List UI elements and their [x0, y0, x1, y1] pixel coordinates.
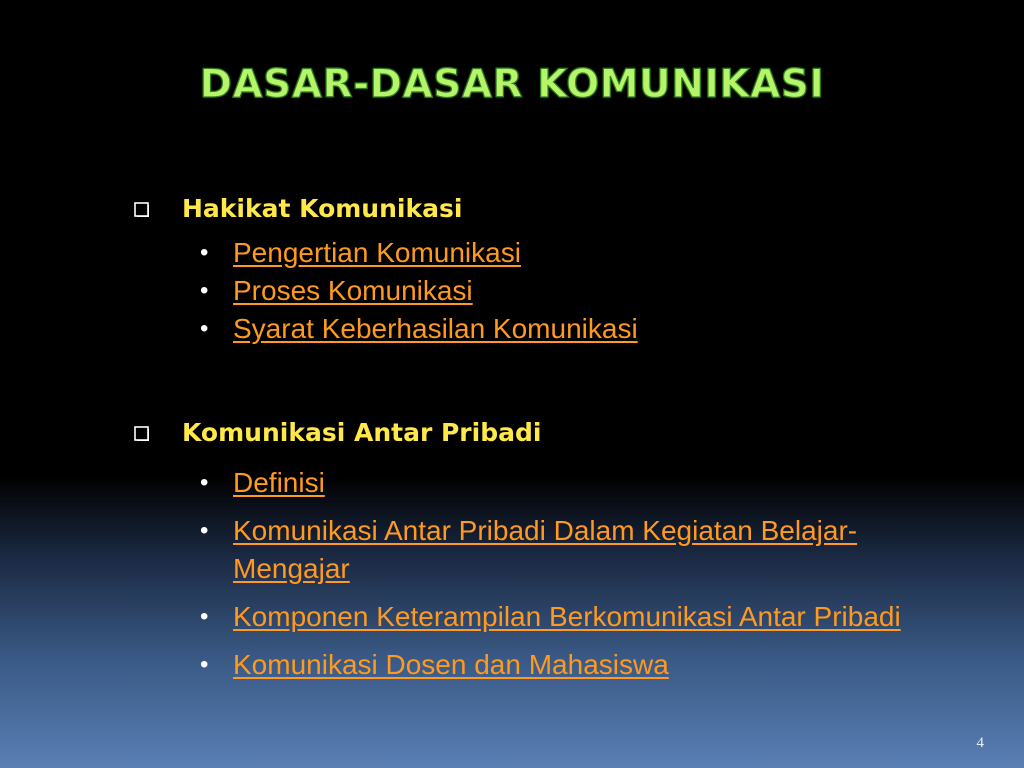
list-item	[200, 598, 933, 636]
slide-title: DASAR-DASAR KOMUNIKASI	[199, 62, 825, 107]
bullet-icon: •	[200, 315, 209, 342]
bullet-icon: •	[200, 603, 209, 630]
bullet-icon: •	[200, 651, 209, 678]
section-label: Hakikat Komunikasi	[182, 194, 463, 223]
list-item	[200, 512, 933, 588]
list-item	[200, 310, 933, 348]
section-label: Komunikasi Antar Pribadi	[182, 418, 542, 447]
page-number: 4	[976, 735, 984, 751]
bullet-icon: •	[200, 517, 209, 544]
bullet-icon: •	[200, 239, 209, 266]
link-komponen-keterampilan[interactable]: Komponen Keterampilan Berkomunikasi Antar Pribadi	[233, 601, 901, 632]
checkbox-icon	[134, 426, 149, 441]
link-proses-komunikasi[interactable]: Proses Komunikasi	[233, 275, 473, 306]
list-item	[200, 646, 933, 684]
bullet-icon: •	[200, 277, 209, 304]
list-item	[200, 272, 933, 310]
list-item	[200, 464, 933, 502]
link-komunikasi-dosen-mahasiswa[interactable]: Komunikasi Dosen dan Mahasiswa	[233, 649, 669, 680]
link-pengertian-komunikasi[interactable]: Pengertian Komunikasi	[233, 237, 521, 268]
sub-list	[200, 464, 933, 684]
sub-list	[200, 234, 933, 348]
list-item	[200, 234, 933, 272]
checkbox-icon	[134, 202, 149, 217]
link-komunikasi-antar-pribadi-kbm[interactable]: Komunikasi Antar Pribadi Dalam Kegiatan Belajar-Mengajar	[233, 515, 858, 584]
link-syarat-keberhasilan-komunikasi[interactable]: Syarat Keberhasilan Komunikasi	[233, 313, 638, 344]
link-definisi[interactable]: Definisi	[233, 467, 325, 498]
bullet-icon: •	[200, 469, 209, 496]
